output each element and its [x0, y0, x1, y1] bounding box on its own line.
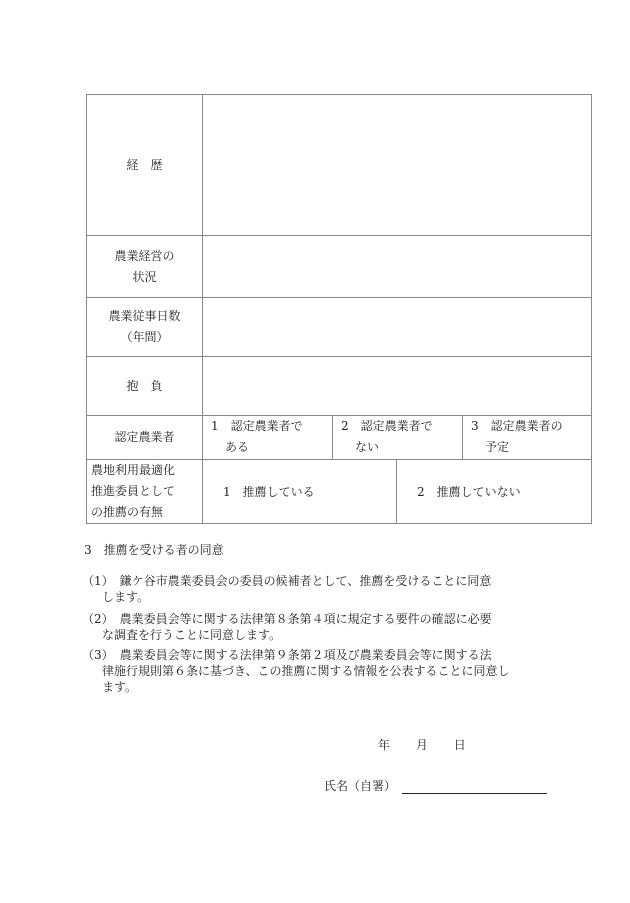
consent-item-3: [82, 647, 562, 695]
certified-option-2-line2: ない: [355, 440, 380, 454]
career-input-cell[interactable]: [203, 95, 592, 236]
certified-option-1-line2: ある: [225, 440, 250, 454]
consent-item-2-line1: 農業委員会等に関する法律第８条第４項に規定する要件の確認に必要: [107, 612, 492, 626]
certified-options-cell: [203, 416, 592, 460]
recommendation-form-table: [86, 94, 592, 524]
certified-option-2-line1: 2 認定農業者で: [341, 419, 433, 433]
recommendation-options-cell: [203, 460, 592, 524]
recommendation-option-1[interactable]: [203, 460, 397, 523]
section-3-heading: 3 推薦を受ける者の同意: [84, 543, 224, 557]
recommendation-label-line2: 推進委員として: [91, 484, 176, 498]
recommendation-option-2[interactable]: [397, 460, 591, 523]
consent-item-3-number: （3）: [82, 648, 108, 662]
consent-item-2-number: （2）: [82, 612, 108, 626]
consent-item-3-line2: 律施行規則第６条に基づき、この推薦に関する情報を公表することに同意し: [102, 664, 510, 678]
ambition-input-cell[interactable]: [203, 357, 592, 416]
ambition-label: 抱 負: [126, 378, 163, 393]
consent-item-1: [82, 573, 562, 605]
certified-option-1-line1: 1 認定農業者で: [211, 419, 303, 433]
consent-item-1-line1: 鎌ケ谷市農業委員会の委員の候補者として、推薦を受けることに同意: [107, 574, 492, 588]
consent-item-1-number: （1）: [82, 574, 108, 588]
recommendation-label-line1: 農地利用最適化: [91, 463, 176, 477]
work-days-label-cell: [87, 298, 203, 357]
certified-label-cell: [87, 416, 203, 460]
work-days-input-cell[interactable]: [203, 298, 592, 357]
consent-item-1-line2: します。: [102, 590, 150, 604]
signature-field[interactable]: [402, 779, 547, 794]
certified-option-3-line2: 予定: [485, 440, 510, 454]
farm-status-input-cell[interactable]: [203, 236, 592, 298]
date-year-label: 年: [378, 738, 391, 752]
date-month-label: 月: [415, 738, 428, 752]
career-label: 経 歴: [126, 157, 163, 172]
consent-item-2: [82, 611, 562, 643]
farm-status-label-line1: 農業経営の: [114, 248, 175, 263]
recommendation-option-1-label: 1 推薦している: [223, 485, 315, 499]
consent-item-3-line1: 農業委員会等に関する法律第９条第２項及び農業委員会等に関する法: [107, 648, 492, 662]
recommendation-label-cell: [87, 460, 203, 524]
farm-status-label-cell: [87, 236, 203, 298]
certified-option-3-line1: 3 認定農業者の: [471, 419, 563, 433]
certified-option-3[interactable]: [463, 416, 591, 459]
ambition-label-cell: [87, 357, 203, 416]
signature-line: [324, 777, 547, 794]
date-line[interactable]: [378, 736, 466, 753]
signature-label: 氏名（自署）: [324, 779, 397, 793]
career-label-cell: [87, 95, 203, 236]
farm-status-label-line2: 状況: [132, 269, 157, 284]
certified-label: 認定農業者: [114, 430, 175, 444]
certified-option-1[interactable]: [203, 416, 333, 459]
work-days-label-line2: （年間）: [120, 330, 169, 344]
date-day-label: 日: [453, 738, 466, 752]
work-days-label-line1: 農業従事日数: [108, 309, 181, 323]
recommendation-option-2-label: 2 推薦していない: [417, 485, 521, 499]
consent-item-2-line2: な調査を行うことに同意します。: [102, 628, 282, 642]
certified-option-2[interactable]: [333, 416, 463, 459]
recommendation-label-line3: の推薦の有無: [91, 505, 164, 519]
consent-item-3-line3: ます。: [102, 680, 138, 694]
